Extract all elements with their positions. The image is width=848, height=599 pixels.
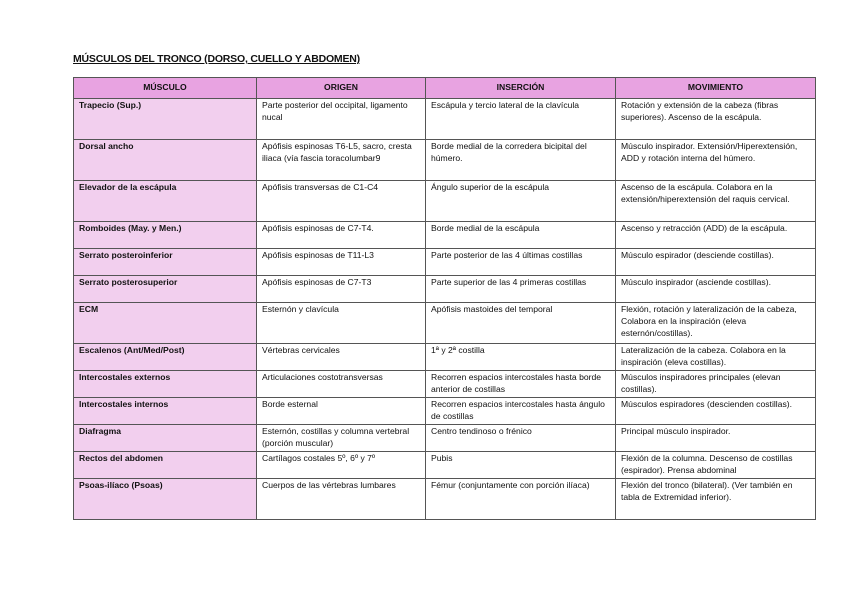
table-row (74, 479, 816, 520)
cell-musculo: ECM (74, 303, 257, 344)
cell-musculo: Serrato posterosuperior (74, 276, 257, 303)
muscles-table (73, 77, 816, 520)
cell-origen: Apófisis espinosas de T11-L3 (257, 249, 426, 276)
page-title: MÚSCULOS DEL TRONCO (DORSO, CUELLO Y ABDOMEN) (73, 53, 360, 65)
header-movimiento: MOVIMIENTO (616, 78, 816, 99)
cell-musculo: Diafragma (74, 425, 257, 452)
table-row (74, 276, 816, 303)
cell-movimiento: Flexión, rotación y lateralización de la cabeza, Colabora en la inspiración (eleva esternón/costillas). (616, 303, 816, 344)
header-row (74, 78, 816, 99)
cell-origen: Apófisis espinosas T6-L5, sacro, cresta iliaca (vía fascia toracolumbar9 (257, 140, 426, 181)
table-row (74, 344, 816, 371)
cell-insercion: Parte posterior de las 4 últimas costillas (426, 249, 616, 276)
cell-insercion: Borde medial de la corredera bicipital del húmero. (426, 140, 616, 181)
cell-movimiento: Principal músculo inspirador. (616, 425, 816, 452)
cell-origen: Cuerpos de las vértebras lumbares (257, 479, 426, 520)
cell-movimiento: Músculos espiradores (descienden costillas). (616, 398, 816, 425)
cell-musculo: Dorsal ancho (74, 140, 257, 181)
table-row (74, 181, 816, 222)
cell-origen: Apófisis transversas de C1-C4 (257, 181, 426, 222)
cell-insercion: Pubis (426, 452, 616, 479)
cell-movimiento: Flexión de la columna. Descenso de costillas (espirador). Prensa abdominal (616, 452, 816, 479)
table-row (74, 452, 816, 479)
cell-musculo: Intercostales externos (74, 371, 257, 398)
cell-musculo: Psoas-ilíaco (Psoas) (74, 479, 257, 520)
cell-origen: Apófisis espinosas de C7-T3 (257, 276, 426, 303)
table-row (74, 99, 816, 140)
cell-movimiento: Ascenso y retracción (ADD) de la escápula. (616, 222, 816, 249)
cell-movimiento: Músculo espirador (desciende costillas). (616, 249, 816, 276)
cell-origen: Parte posterior del occipital, ligamento nucal (257, 99, 426, 140)
cell-origen: Vértebras cervicales (257, 344, 426, 371)
header-origen: ORIGEN (257, 78, 426, 99)
table-row (74, 249, 816, 276)
cell-insercion: Apófisis mastoides del temporal (426, 303, 616, 344)
table-row (74, 425, 816, 452)
header-insercion: INSERCIÓN (426, 78, 616, 99)
cell-origen: Borde esternal (257, 398, 426, 425)
cell-musculo: Serrato posteroinferior (74, 249, 257, 276)
cell-insercion: 1ª y 2ª costilla (426, 344, 616, 371)
cell-movimiento: Músculos inspiradores principales (elevan costillas). (616, 371, 816, 398)
cell-musculo: Intercostales internos (74, 398, 257, 425)
cell-origen: Articulaciones costotransversas (257, 371, 426, 398)
cell-insercion: Recorren espacios intercostales hasta borde anterior de costillas (426, 371, 616, 398)
cell-insercion: Borde medial de la escápula (426, 222, 616, 249)
cell-movimiento: Músculo inspirador (asciende costillas). (616, 276, 816, 303)
cell-insercion: Fémur (conjuntamente con porción ilíaca) (426, 479, 616, 520)
cell-musculo: Elevador de la escápula (74, 181, 257, 222)
cell-movimiento: Rotación y extensión de la cabeza (fibras superiores). Ascenso de la escápula. (616, 99, 816, 140)
cell-origen: Apófisis espinosas de C7-T4. (257, 222, 426, 249)
cell-insercion: Parte superior de las 4 primeras costillas (426, 276, 616, 303)
cell-movimiento: Flexión del tronco (bilateral). (Ver también en tabla de Extremidad inferior). (616, 479, 816, 520)
table-row (74, 303, 816, 344)
cell-insercion: Escápula y tercio lateral de la clavícula (426, 99, 616, 140)
cell-musculo: Rectos del abdomen (74, 452, 257, 479)
cell-insercion: Ángulo superior de la escápula (426, 181, 616, 222)
table-row (74, 371, 816, 398)
table-row (74, 140, 816, 181)
cell-musculo: Romboides (May. y Men.) (74, 222, 257, 249)
cell-musculo: Trapecio (Sup.) (74, 99, 257, 140)
cell-origen: Cartílagos costales 5º, 6º y 7º (257, 452, 426, 479)
table-row (74, 222, 816, 249)
cell-movimiento: Lateralización de la cabeza. Colabora en la inspiración (eleva costillas). (616, 344, 816, 371)
cell-movimiento: Ascenso de la escápula. Colabora en la extensión/hiperextensión del raquis cervical. (616, 181, 816, 222)
cell-insercion: Recorren espacios intercostales hasta ángulo de costillas (426, 398, 616, 425)
table-row (74, 398, 816, 425)
cell-origen: Esternón, costillas y columna vertebral (porción muscular) (257, 425, 426, 452)
header-musculo: MÚSCULO (74, 78, 257, 99)
cell-origen: Esternón y clavícula (257, 303, 426, 344)
cell-movimiento: Músculo inspirador. Extensión/Hiperextensión, ADD y rotación interna del húmero. (616, 140, 816, 181)
cell-insercion: Centro tendinoso o frénico (426, 425, 616, 452)
cell-musculo: Escalenos (Ant/Med/Post) (74, 344, 257, 371)
